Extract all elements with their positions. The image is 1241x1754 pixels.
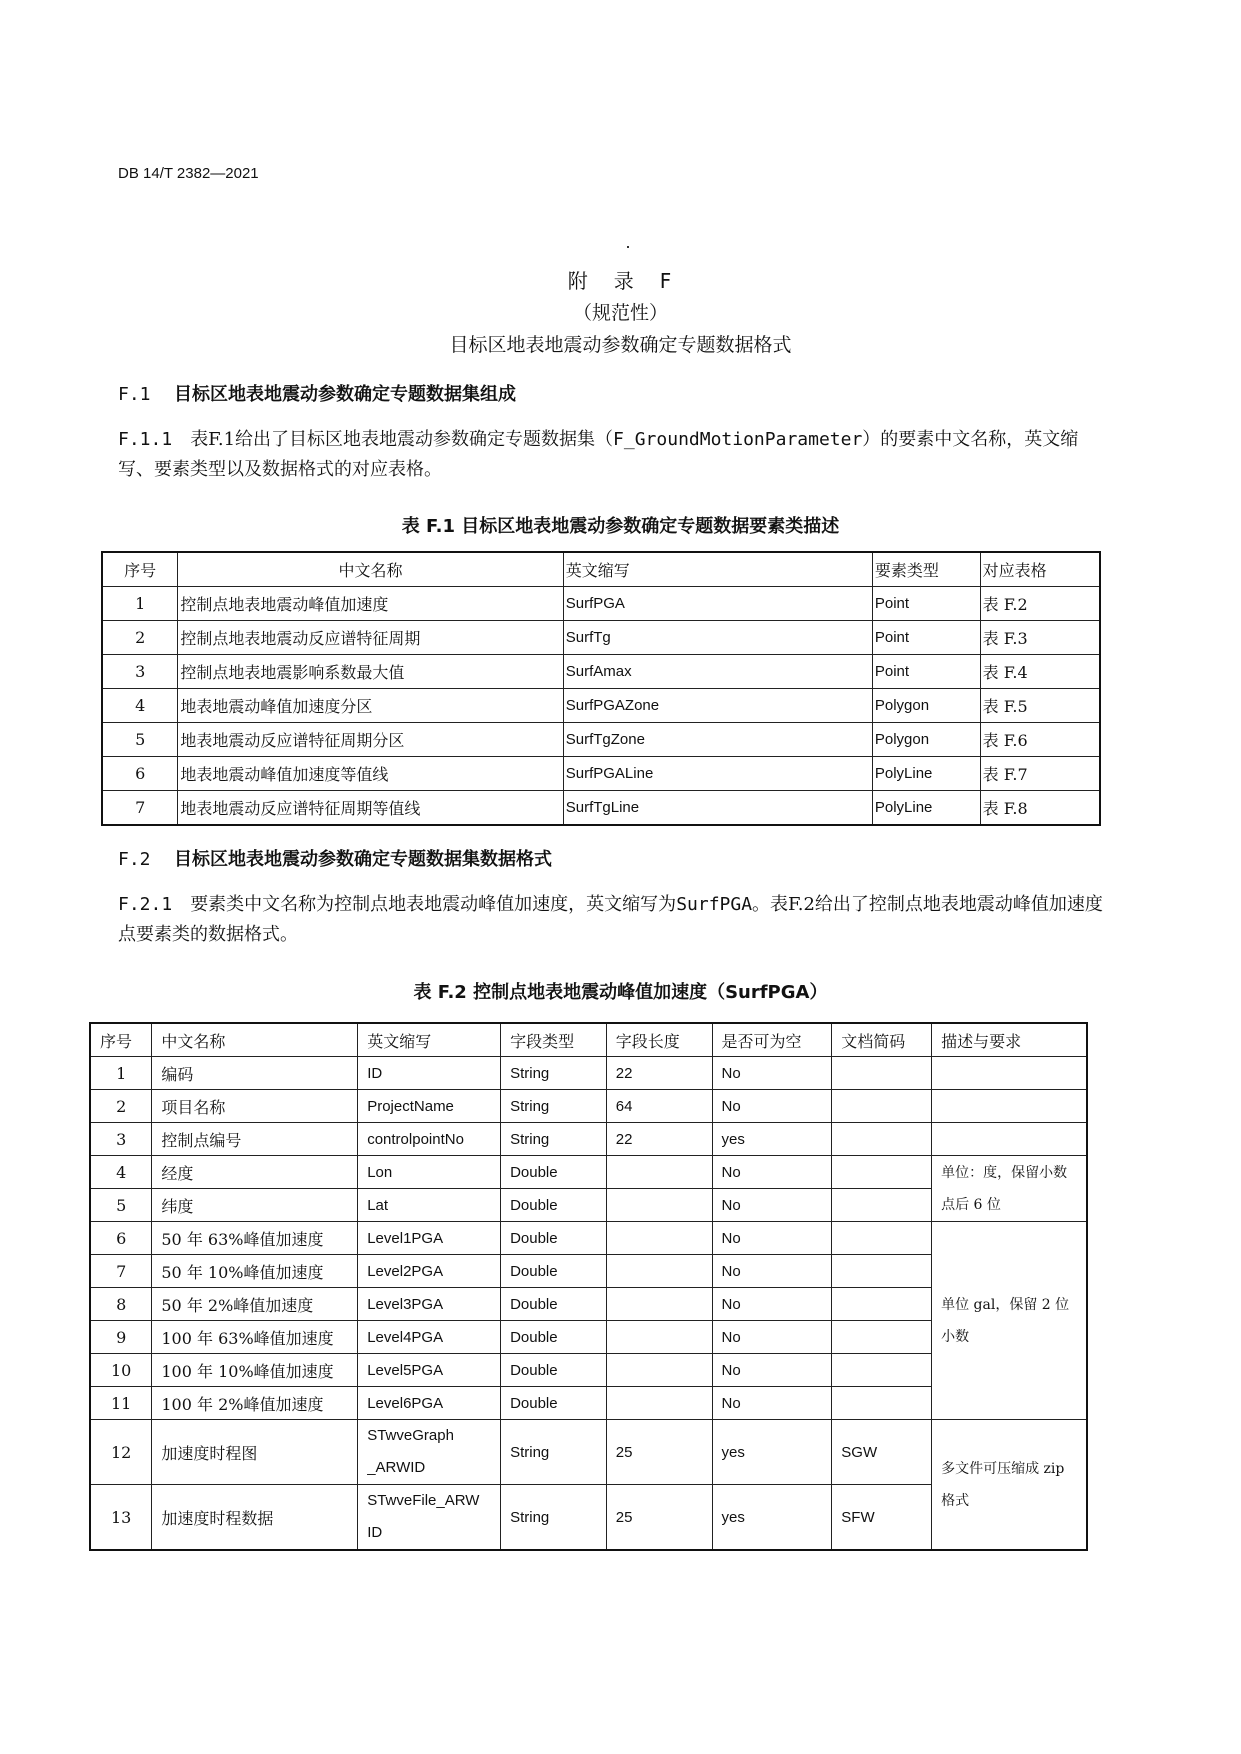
table-row	[102, 621, 1100, 655]
nullable: yes	[712, 1485, 832, 1551]
chinese-name: 经度	[152, 1156, 358, 1189]
table-ref: 表 F.5	[980, 689, 1100, 723]
table-ref: 表 F.4	[980, 655, 1100, 689]
header-cell: 字段类型	[501, 1023, 607, 1057]
doc-code	[832, 1288, 932, 1321]
table-row	[102, 757, 1100, 791]
feature-type: Point	[872, 587, 980, 621]
document-code: DB 14/T 2382—2021	[118, 165, 259, 182]
chinese-name: 控制点地表地震影响系数最大值	[178, 655, 563, 689]
nullable: No	[712, 1189, 832, 1222]
english-abbr: Lon	[358, 1156, 501, 1189]
header-cell: 对应表格	[980, 552, 1100, 587]
english-abbr: SurfTg	[563, 621, 872, 655]
field-type: Double	[501, 1288, 607, 1321]
table-ref: 表 F.7	[980, 757, 1100, 791]
english-abbr: SurfPGALine	[563, 757, 872, 791]
appendix-label-2: 录	[613, 269, 636, 293]
paragraph-f2-1	[118, 890, 1104, 950]
table-f1	[101, 551, 1101, 826]
field-length	[606, 1255, 712, 1288]
header-cell: 字段长度	[606, 1023, 712, 1057]
row-number: 4	[102, 689, 178, 723]
english-abbr: Level5PGA	[358, 1354, 501, 1387]
field-length	[606, 1222, 712, 1255]
description-cell: 单位：度，保留小数点后 6 位	[932, 1156, 1087, 1222]
row-number: 7	[102, 791, 178, 826]
section-f1-heading	[118, 380, 516, 406]
appendix-label: 附	[567, 269, 590, 293]
field-length: 22	[606, 1123, 712, 1156]
english-abbr: SurfTgLine	[563, 791, 872, 826]
nullable: No	[712, 1255, 832, 1288]
feature-type: PolyLine	[872, 791, 980, 826]
english-abbr: Level4PGA	[358, 1321, 501, 1354]
description-cell: 多文件可压缩成 zip 格式	[932, 1420, 1087, 1551]
table-row	[90, 1057, 1087, 1090]
chinese-name: 100 年 63%峰值加速度	[152, 1321, 358, 1354]
field-type: String	[501, 1090, 607, 1123]
field-type: String	[501, 1123, 607, 1156]
doc-code	[832, 1387, 932, 1420]
row-number: 6	[102, 757, 178, 791]
field-length	[606, 1321, 712, 1354]
table-f2-caption: 表 F.2 控制点地表地震动峰值加速度（SurfPGA）	[413, 982, 828, 1003]
page-dot	[627, 246, 629, 248]
row-number: 2	[90, 1090, 152, 1123]
chinese-name: 地表地震动峰值加速度分区	[178, 689, 563, 723]
nullable: yes	[712, 1420, 832, 1485]
field-type: Double	[501, 1387, 607, 1420]
chinese-name: 100 年 2%峰值加速度	[152, 1387, 358, 1420]
chinese-name: 地表地震动峰值加速度等值线	[178, 757, 563, 791]
feature-type: Point	[872, 655, 980, 689]
field-length	[606, 1156, 712, 1189]
row-number: 2	[102, 621, 178, 655]
paragraph-code: F_GroundMotionParameter	[613, 429, 863, 450]
field-type: Double	[501, 1321, 607, 1354]
row-number: 9	[90, 1321, 152, 1354]
table-ref: 表 F.3	[980, 621, 1100, 655]
paragraph-text: 要素类中文名称为控制点地表地震动峰值加速度，英文缩写为	[190, 894, 677, 915]
nullable: yes	[712, 1123, 832, 1156]
table-row	[90, 1222, 1087, 1255]
table-row	[102, 723, 1100, 757]
english-abbr: SurfPGA	[563, 587, 872, 621]
doc-code	[832, 1057, 932, 1090]
row-number: 8	[90, 1288, 152, 1321]
nullable: No	[712, 1057, 832, 1090]
doc-code	[832, 1090, 932, 1123]
appendix-letter: F	[659, 269, 674, 293]
table-ref: 表 F.6	[980, 723, 1100, 757]
table-header-row	[102, 552, 1100, 587]
english-abbr: STwveFile_ARW ID	[358, 1485, 501, 1551]
english-abbr: Level3PGA	[358, 1288, 501, 1321]
appendix-title	[0, 265, 1241, 294]
section-number: F.2	[118, 849, 151, 870]
english-abbr: controlpointNo	[358, 1123, 501, 1156]
row-number: 11	[90, 1387, 152, 1420]
doc-code	[832, 1321, 932, 1354]
table-row	[102, 655, 1100, 689]
table-ref: 表 F.2	[980, 587, 1100, 621]
table-row	[102, 791, 1100, 826]
section-number: F.1	[118, 384, 151, 405]
english-abbr: ID	[358, 1057, 501, 1090]
field-type: Double	[501, 1222, 607, 1255]
header-cell: 英文缩写	[358, 1023, 501, 1057]
row-number: 12	[90, 1420, 152, 1485]
table-row	[90, 1420, 1087, 1485]
nullable: No	[712, 1387, 832, 1420]
header-cell: 中文名称	[178, 552, 563, 587]
english-abbr: SurfTgZone	[563, 723, 872, 757]
nullable: No	[712, 1156, 832, 1189]
row-number: 1	[90, 1057, 152, 1090]
doc-code	[832, 1222, 932, 1255]
paragraph-number: F.2.1	[118, 894, 173, 915]
chinese-name: 加速度时程数据	[152, 1485, 358, 1551]
field-type: Double	[501, 1354, 607, 1387]
table-row	[90, 1090, 1087, 1123]
chinese-name: 控制点地表地震动峰值加速度	[178, 587, 563, 621]
header-cell: 是否可为空	[712, 1023, 832, 1057]
header-cell: 描述与要求	[932, 1023, 1087, 1057]
paragraph-text: ）的要素中文名称，英文缩写、要素类型以及数据格式的对应表格。	[118, 429, 1079, 480]
english-abbr: ProjectName	[358, 1090, 501, 1123]
chinese-name: 项目名称	[152, 1090, 358, 1123]
field-length	[606, 1354, 712, 1387]
section-f2-heading	[118, 845, 552, 871]
field-type: String	[501, 1485, 607, 1551]
nullable: No	[712, 1288, 832, 1321]
doc-code	[832, 1189, 932, 1222]
header-cell: 中文名称	[152, 1023, 358, 1057]
row-number: 7	[90, 1255, 152, 1288]
section-title: 目标区地表地震动参数确定专题数据集组成	[174, 384, 516, 405]
row-number: 4	[90, 1156, 152, 1189]
nullable: No	[712, 1354, 832, 1387]
table-ref: 表 F.8	[980, 791, 1100, 826]
appendix-nature: （规范性）	[572, 302, 668, 324]
row-number: 13	[90, 1485, 152, 1551]
doc-code: SFW	[832, 1485, 932, 1551]
doc-code: SGW	[832, 1420, 932, 1485]
feature-type: Point	[872, 621, 980, 655]
row-number: 3	[102, 655, 178, 689]
field-length: 64	[606, 1090, 712, 1123]
english-abbr: Level1PGA	[358, 1222, 501, 1255]
description-cell: 单位 gal，保留 2 位小数	[932, 1222, 1087, 1420]
header-cell: 文档简码	[832, 1023, 932, 1057]
chinese-name: 纬度	[152, 1189, 358, 1222]
chinese-name: 地表地震动反应谱特征周期等值线	[178, 791, 563, 826]
row-number: 3	[90, 1123, 152, 1156]
nullable: No	[712, 1321, 832, 1354]
paragraph-text: 。表F.2给出了控制点地表地震动峰值加速度点要素类的数据格式。	[118, 894, 1103, 945]
english-abbr: STwveGraph _ARWID	[358, 1420, 501, 1485]
doc-code	[832, 1354, 932, 1387]
description-cell	[932, 1123, 1087, 1156]
feature-type: Polygon	[872, 723, 980, 757]
doc-code	[832, 1255, 932, 1288]
table-f1-caption: 表 F.1 目标区地表地震动参数确定专题数据要素类描述	[401, 516, 840, 537]
paragraph-f1-1	[118, 425, 1104, 485]
feature-type: Polygon	[872, 689, 980, 723]
chinese-name: 加速度时程图	[152, 1420, 358, 1485]
field-length: 25	[606, 1485, 712, 1551]
table-row	[90, 1123, 1087, 1156]
feature-type: PolyLine	[872, 757, 980, 791]
row-number: 10	[90, 1354, 152, 1387]
field-type: Double	[501, 1189, 607, 1222]
row-number: 1	[102, 587, 178, 621]
table-row	[102, 689, 1100, 723]
field-length: 22	[606, 1057, 712, 1090]
table-row	[102, 587, 1100, 621]
english-abbr: Level2PGA	[358, 1255, 501, 1288]
row-number: 5	[90, 1189, 152, 1222]
nullable: No	[712, 1222, 832, 1255]
doc-code	[832, 1123, 932, 1156]
field-length	[606, 1288, 712, 1321]
section-title: 目标区地表地震动参数确定专题数据集数据格式	[174, 849, 552, 870]
description-cell	[932, 1090, 1087, 1123]
description-cell	[932, 1057, 1087, 1090]
chinese-name: 控制点编号	[152, 1123, 358, 1156]
doc-code	[832, 1156, 932, 1189]
field-type: Double	[501, 1255, 607, 1288]
english-abbr: SurfAmax	[563, 655, 872, 689]
nullable: No	[712, 1090, 832, 1123]
chinese-name: 控制点地表地震动反应谱特征周期	[178, 621, 563, 655]
field-type: String	[501, 1057, 607, 1090]
table-header-row	[90, 1023, 1087, 1057]
chinese-name: 100 年 10%峰值加速度	[152, 1354, 358, 1387]
field-type: Double	[501, 1156, 607, 1189]
english-abbr: Lat	[358, 1189, 501, 1222]
field-type: String	[501, 1420, 607, 1485]
appendix-name: 目标区地表地震动参数确定专题数据格式	[449, 334, 792, 356]
row-number: 5	[102, 723, 178, 757]
field-length	[606, 1189, 712, 1222]
chinese-name: 50 年 2%峰值加速度	[152, 1288, 358, 1321]
paragraph-number: F.1.1	[118, 429, 173, 450]
chinese-name: 50 年 10%峰值加速度	[152, 1255, 358, 1288]
field-length: 25	[606, 1420, 712, 1485]
english-abbr: Level6PGA	[358, 1387, 501, 1420]
row-number: 6	[90, 1222, 152, 1255]
header-cell: 序号	[90, 1023, 152, 1057]
header-cell: 要素类型	[872, 552, 980, 587]
table-row	[90, 1156, 1087, 1189]
chinese-name: 编码	[152, 1057, 358, 1090]
header-cell: 英文缩写	[563, 552, 872, 587]
chinese-name: 地表地震动反应谱特征周期分区	[178, 723, 563, 757]
paragraph-text: 表F.1给出了目标区地表地震动参数确定专题数据集（	[190, 429, 614, 450]
paragraph-code: SurfPGA	[676, 894, 753, 915]
table-f2	[89, 1022, 1088, 1551]
header-cell: 序号	[102, 552, 178, 587]
field-length	[606, 1387, 712, 1420]
chinese-name: 50 年 63%峰值加速度	[152, 1222, 358, 1255]
english-abbr: SurfPGAZone	[563, 689, 872, 723]
